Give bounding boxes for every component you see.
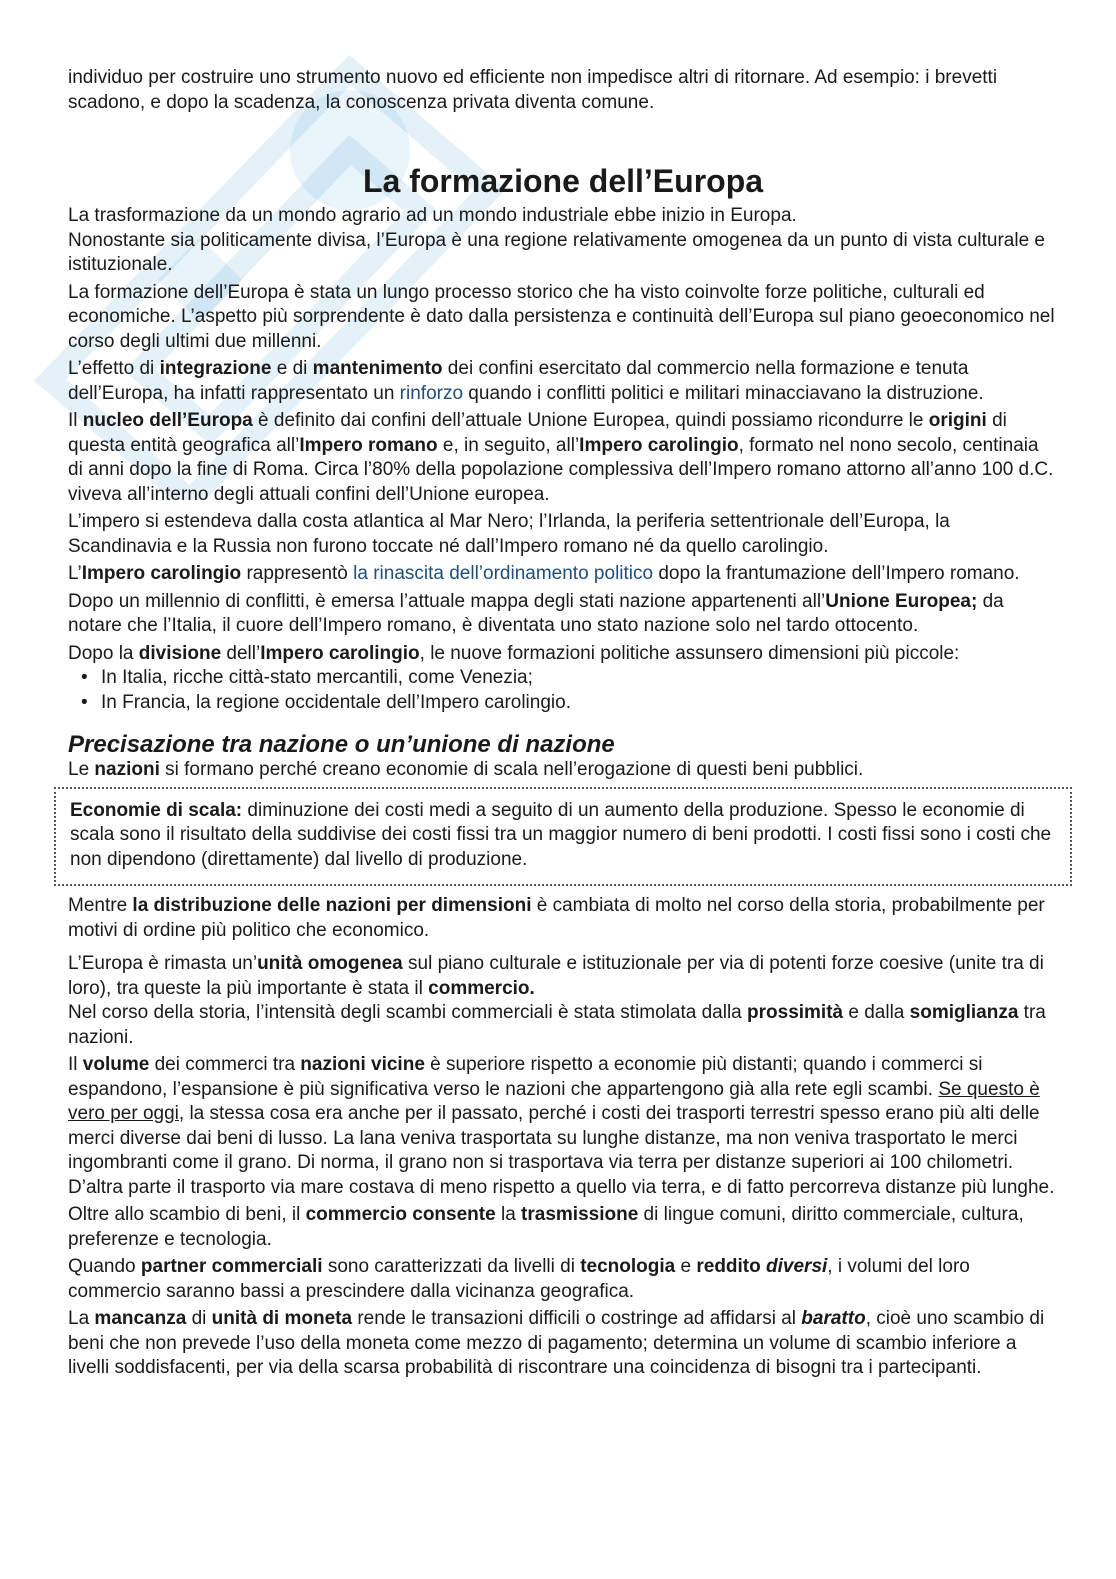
- paragraph-16: Quando partner commerciali sono caratterizzati da livelli di tecnologia e reddito diversi, i volumi del loro commercio saranno bassi a prescindere dalla vicinanza geografica.: [68, 1256, 970, 1302]
- paragraph-9: Dopo la divisione dell’Impero carolingio, le nuove formazioni politiche assunsero dimensioni più piccole:: [68, 642, 960, 664]
- paragraph-13: Nel corso della storia, l’intensità degli scambi commerciali è stata stimolata dalla prossimità e dalla somiglianza tra nazioni.: [68, 1002, 1046, 1048]
- definition-text: Economie di scala: diminuzione dei costi medi a seguito di un aumento della produzione. Spesso le economie di scala sono il risultato della suddivise dei costi fissi tra un maggior numero di beni prodotti. I costi fissi sono i costi che non dipendono (direttamente) dal livello di produzione.: [70, 799, 1052, 870]
- paragraph-17: La mancanza di unità di moneta rende le transazioni difficili o costringe ad affidarsi al baratto, cioè uno scambio di beni che non prevede l’uso della moneta come mezzo di pagamento; determina un volume di scambio inferiore a livelli soddisfacenti, per via della scarsa probabilità di riscontrare una coincidenza di bisogni tra i partecipanti.: [68, 1308, 1045, 1378]
- paragraph-3: La formazione dell’Europa è stata un lungo processo storico che ha visto coinvolte forze politiche, culturali ed economiche. L’aspetto più sorprendente è dato dalla persistenza e continuità dell’Europa sul piano geoeconomico nel corso degli ultimi due millenni.: [68, 281, 1055, 352]
- subsection-title: Precisazione tra nazione o un’unione di nazione: [68, 731, 615, 758]
- definition-box: [54, 787, 1072, 887]
- definition-term: Economie di scala:: [70, 799, 243, 821]
- section-title: La formazione dell’Europa: [362, 163, 764, 199]
- paragraph-14: Il volume dei commerci tra nazioni vicine è superiore rispetto a economie più distanti; quando i commerci si espandono, l’espansione è più significativa verso le nazioni che appartengono già alla rete egli scambi. Se questo è vero per oggi, la stessa cosa era anche per il passato, perché i costi dei trasporti terrestri spesso erano più alti delle merci diverse dai beni di lusso. La lana veniva trasportata su lunghe distanze, ma non veniva trasportato le merci ingombranti come il grano. Di norma, il grano non si trasportava via terra per distanze superiori ai 100 chilometri. D’altra parte il trasporto via mare costava di meno rispetto a quello via terra, e di fatto percorreva distanze più lunghe.: [68, 1054, 1055, 1198]
- paragraph-11: Mentre la distribuzione delle nazioni per dimensioni è cambiata di molto nel corso della storia, probabilmente per motivi di ordine più politico che economico.: [68, 895, 1045, 941]
- paragraph-15: Oltre allo scambio di beni, il commercio consente la trasmissione di lingue comuni, diritto commerciale, cultura, preferenze e tecnologia.: [68, 1204, 1024, 1250]
- paragraph-7: L’Impero carolingio rappresentò la rinascita dell’ordinamento politico dopo la frantumazione dell’Impero romano.: [68, 563, 1020, 584]
- top-paragraph: individuo per costruire uno strumento nuovo ed efficiente non impedisce altri di ritornare. Ad esempio: i brevetti scadono, e dopo la scadenza, la conoscenza privata diventa comune.: [68, 67, 998, 113]
- list-item: • In Italia, ricche città-stato mercantili, come Venezia;: [68, 666, 1058, 691]
- paragraph-1: La trasformazione da un mondo agrario ad un mondo industriale ebbe inizio in Europa.: [68, 205, 797, 226]
- paragraph-4: L’effetto di integrazione e di mantenimento dei confini esercitato dal commercio nella formazione e tenuta dell’Europa, ha infatti rappresentato un rinforzo quando i conflitti politici e militari minacciavano la distruzione.: [68, 358, 984, 404]
- paragraph-8: Dopo un millennio di conflitti, è emersa l’attuale mappa degli stati nazione appartenenti all’Unione Europea; da notare che l’Italia, il cuore dell’Impero romano, è diventata uno stato nazione solo nel tardo ottocento.: [68, 590, 1004, 636]
- paragraph-12: L’Europa è rimasta un’unità omogenea sul piano culturale e istituzionale per via di potenti forze coesive (unite tra di loro), tra queste la più importante è stata il commercio.: [68, 953, 1044, 999]
- paragraph-2: Nonostante sia politicamente divisa, l’Europa è una regione relativamente omogenea da un punto di vista culturale e istituzionale.: [68, 229, 1045, 275]
- bullet-list: [68, 666, 1058, 715]
- paragraph-10: Le nazioni si formano perché creano economie di scala nell’erogazione di questi beni pubblici.: [68, 759, 864, 780]
- paragraph-5: Il nucleo dell’Europa è definito dai confini dell’attuale Unione Europea, quindi possiamo ricondurre le origini di questa entità geografica all’Impero romano e, in seguito, all’Impero carolingio, formato nel nono secolo, centinaia di anni dopo la fine di Roma. Circa l’80% della popolazione complessiva dell’Impero romano attorno all’anno 100 d.C. viveva all’interno degli attuali confini dell’Unione europea.: [68, 410, 1054, 505]
- list-item: • In Francia, la regione occidentale dell’Impero carolingio.: [68, 691, 1058, 716]
- paragraph-6: L’impero si estendeva dalla costa atlantica al Mar Nero; l’Irlanda, la periferia settentrionale dell’Europa, la Scandinavia e la Russia non furono toccate né dall’Impero romano né da quello carolingio.: [68, 511, 950, 557]
- document-page: [68, 66, 1058, 1384]
